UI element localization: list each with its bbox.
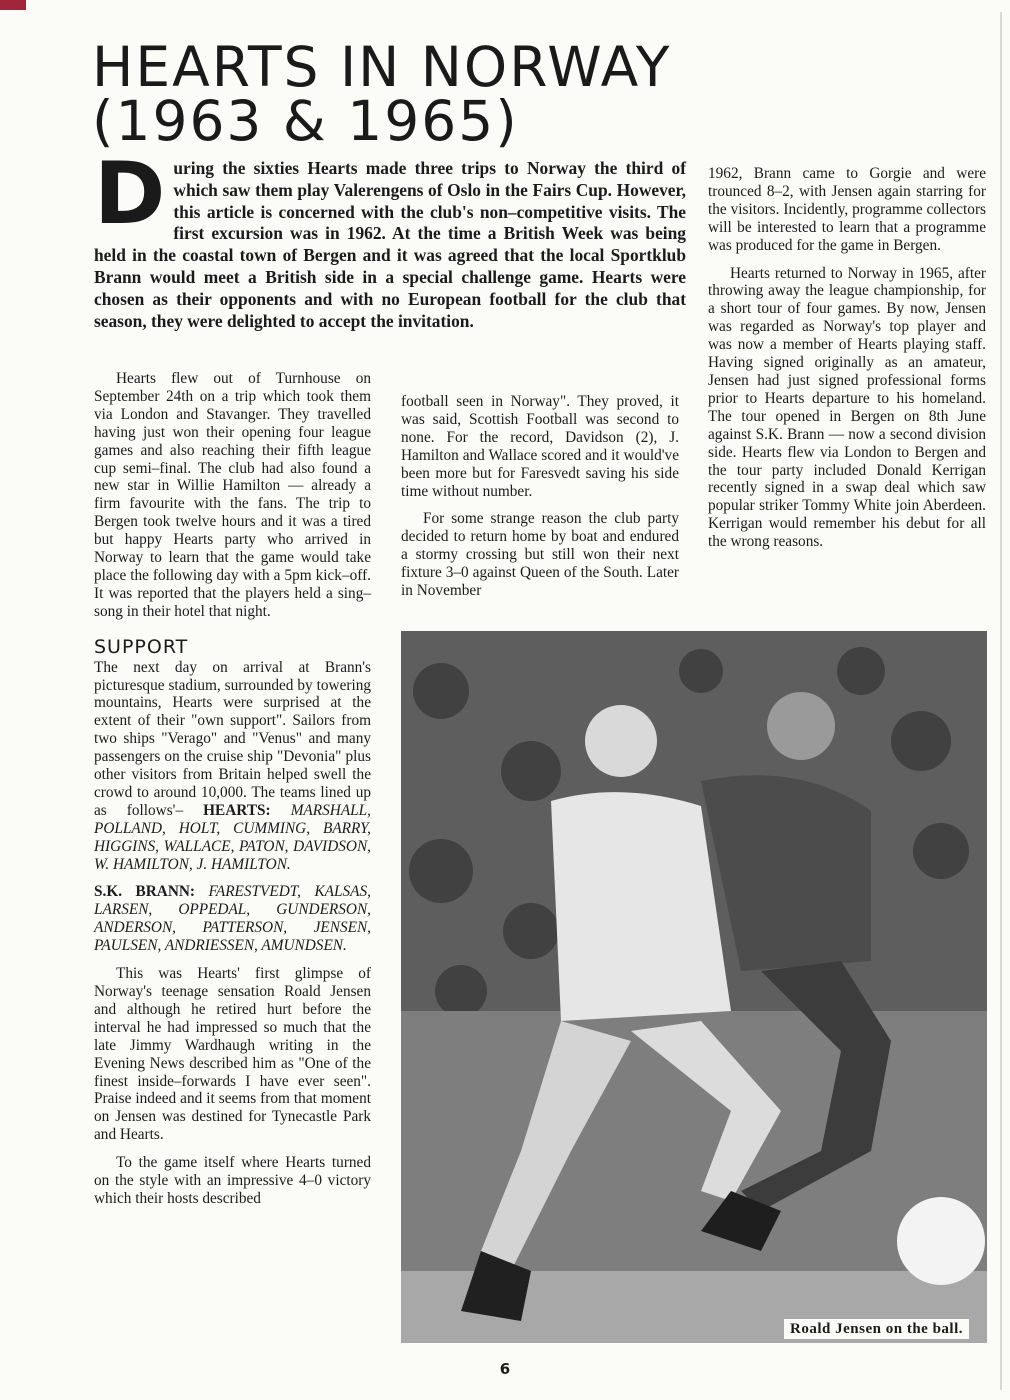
- column-left: [94, 370, 371, 1218]
- match-photo: [401, 631, 987, 1343]
- subheading-support: SUPPORT: [94, 635, 189, 658]
- title-line-1: HEARTS IN NORWAY: [92, 35, 672, 99]
- paragraph: football seen in Norway". They proved, it was said, Scottish Football was second to none. For the record, Davidson (2), J. Hamilton and Wallace scored and it would've been more but for Faresvedt saving his side time without number.: [401, 393, 679, 500]
- paragraph: [94, 659, 371, 874]
- brann-lineup: FARESTVEDT, KALSAS, LARSEN, OPPEDAL, GUNDERSON, ANDERSON, PATTERSON, JENSEN, PAULSEN, ANDRIESSEN, AMUNDSEN.: [94, 883, 371, 955]
- hearts-lineup: MARSHALL, POLLAND, HOLT, CUMMING, BARRY, HIGGINS, WALLACE, PATON, DAVIDSON, W. HAMILTON, J. HAMILTON.: [94, 801, 371, 873]
- support-text: The next day on arrival at Brann's picturesque stadium, surrounded by towering mountains, Hearts were surprised at the extent of their "own support". Sailors from two ships "Verago" and "Venus" and many passengers on the cruise ship "Devonia" plus other visitors from Britain helped swell the crowd to around 10,000. The teams lined up as follows'–: [94, 658, 371, 819]
- paragraph: This was Hearts' first glimpse of Norway's teenage sensation Roald Jensen and although he retired hurt before the interval he had impressed so much that the late Jimmy Wardhaugh writing in the Evening News described him as "One of the finest inside–forwards I have ever seen". Praise indeed and it seems from that moment on Jensen was destined for Tynecastle Park and Hearts.: [94, 965, 371, 1144]
- photo-caption: Roald Jensen on the ball.: [784, 1319, 969, 1339]
- photo-illustration: [401, 631, 987, 1343]
- column-right: [708, 165, 986, 561]
- corner-color-mark: [0, 0, 26, 10]
- paragraph: 1962, Brann came to Gorgie and were trounced 8–2, with Jensen again starring for the visitors. Incidently, programme collectors will be interested to learn that a programme was produced for the game in Bergen.: [708, 165, 986, 254]
- intro-text: uring the sixties Hearts made three trips to Norway the third of which saw them play Valerengens of Oslo in the Fairs Cup. However, this article is concerned with the club's non–competitive visits. The first excursion was in 1962. At the time a British Week was being held in the coastal town of Bergen and it was agreed that the local Sportklub Brann would meet a British side in a special challenge game. Hearts were chosen as their opponents and with no European football for the club that season, they were delighted to accept the invitation.: [94, 158, 686, 331]
- hearts-label: HEARTS:: [203, 801, 271, 819]
- paragraph: To the game itself where Hearts turned on the style with an impressive 4–0 victory which their hosts described: [94, 1154, 371, 1207]
- page-number: 6: [499, 1360, 511, 1378]
- paragraph: Hearts returned to Norway in 1965, after throwing away the league championship, for a short tour of four games. By now, Jensen was regarded as Norway's top player and was now a member of Hearts playing staff. Having signed originally as an amateur, Jensen had just signed professional forms prior to Hearts departure to his homeland. The tour opened in Bergen on 8th June against S.K. Brann — now a second division side. Hearts flew via London to Bergen and the tour party included Donald Kerrigan recently signed in a swap deal which saw popular striker Tommy White join Aberdeen. Kerrigan would remember his debut for all the wrong reasons.: [708, 264, 986, 551]
- paragraph: For some strange reason the club party decided to return home by boat and endured a stormy crossing but still won their next fixture 3–0 against Queen of the South. Later in November: [401, 510, 679, 600]
- brann-lineup-paragraph: [94, 883, 371, 955]
- paragraph: Hearts flew out of Turnhouse on September 24th on a trip which took them via London and Stavanger. They travelled having just won their opening four league games and also reaching their fifth league cup semi–final. The club had also found a new star in Willie Hamilton — already a firm favourite with the fans. The trip to Bergen took twelve hours and it was a tired but happy Hearts party who arrived in Norway to learn that the game would take place the following day with a 5pm kick–off. It was reported that the players held a sing–song in their hotel that night.: [94, 370, 371, 620]
- intro-paragraph: [94, 144, 686, 332]
- article-title: [92, 35, 672, 153]
- drop-cap: D: [94, 144, 166, 244]
- brann-label: S.K. BRANN:: [94, 883, 196, 901]
- column-middle: [401, 393, 679, 610]
- title-line-2: (1963 & 1965): [92, 89, 519, 153]
